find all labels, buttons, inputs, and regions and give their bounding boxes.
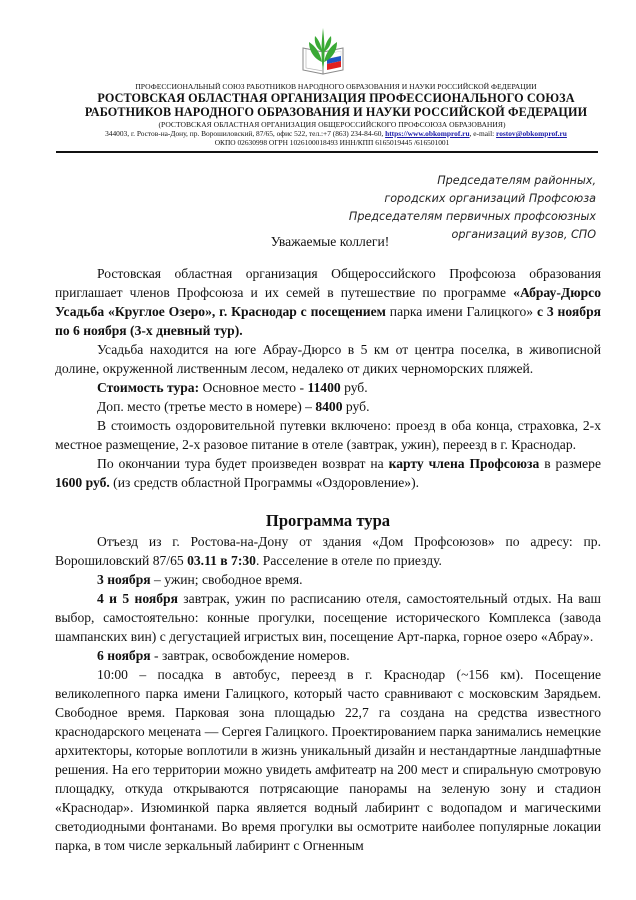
included-paragraph: В стоимость оздоровительной путевки включено: проезд в оба конца, страховка, 2-х местное размещение, 2-х разовое питание в отеле (завтрак, ужин), переезд в г. Краснодар. (55, 418, 601, 452)
addressee-line: организаций вузов, СПО (451, 228, 596, 241)
refund-card: карту члена Профсоюза (388, 456, 540, 471)
day-6-paragraph (55, 646, 601, 665)
day-3-text: – ужин; свободное время. (150, 572, 303, 587)
departure-text: Отъезд из г. Ростова-на-Дону от здания «Дом Профсоюзов» по адресу: пр. Ворошиловский 87/65 (55, 534, 601, 568)
day-4-5-text: завтрак, ужин по расписанию отеля, самостоятельный отдых. На ваш выбор, самостоятельно: конные прогулки, посещение исторического Комплекса (завода шампанских вин) с дегустацией игристых вин, посещение Арт-парка, горное озеро «Абрау». (55, 591, 601, 644)
departure-paragraph (55, 532, 601, 570)
refund-text-3: (из средств областной Программы «Оздоровление»). (109, 475, 420, 490)
day-6-date: 6 ноября (97, 648, 151, 663)
departure-text-2: . Расселение в отеле по приезду. (255, 553, 442, 568)
price-extra-value: 8400 (315, 399, 343, 414)
letterhead-org-title-line1: РОСТОВСКАЯ ОБЛАСТНАЯ ОРГАНИЗАЦИЯ ПРОФЕССИОНАЛЬНОГО СОЮЗА (97, 91, 575, 105)
addressee-line: Председателям районных, (437, 174, 596, 187)
price-currency: руб. (340, 380, 368, 395)
day-3-paragraph (55, 570, 601, 589)
greeting: Уважаемые коллеги! (270, 234, 390, 249)
price-extra (55, 397, 601, 416)
letterhead-divider (56, 151, 598, 153)
program-title: Программа тура (265, 511, 391, 530)
price-extra-text: Доп. место (третье место в номере) – (97, 399, 316, 414)
letterhead-org-title-line2: РАБОТНИКОВ НАРОДНОГО ОБРАЗОВАНИЯ И НАУКИ РОССИЙСКОЙ ФЕДЕРАЦИИ (84, 105, 588, 119)
addressee-line: городских организаций Профсоюза (384, 192, 596, 205)
day-4-5-paragraph (55, 589, 601, 646)
email-link[interactable]: rostov@obkomprof.ru (496, 129, 567, 138)
website-link[interactable]: https://www.obkomprof.ru (385, 129, 470, 138)
intro-paragraph (55, 264, 601, 340)
tour-name: «Абрау-Дюрсо Усадьба «Круглое Озеро», г. Краснодар с посещением (55, 285, 601, 319)
letterhead-registry: ОКПО 02630998 ОГРН 1026100018493 ИНН/КПП 6165019445 /616501001 (214, 138, 450, 147)
day-6-text: - завтрак, освобождение номеров. (150, 648, 350, 663)
location-paragraph: Усадьба находится на юге Абрау-Дюрсо в 5 км от центра поселка, в живописной долине, окруженной лиственным лесом, недалеко от диких черноморских пляжей. (55, 342, 601, 376)
union-logo-icon (299, 18, 347, 78)
email-label: , e-mail: (469, 129, 497, 138)
addressee-line: Председателям первичных профсоюзных (348, 210, 596, 223)
letterhead-org-subtitle: (РОСТОВСКАЯ ОБЛАСТНАЯ ОРГАНИЗАЦИЯ ОБЩЕРОССИЙСКОГО ПРОФСОЮЗА ОБРАЗОВАНИЯ) (158, 120, 506, 129)
refund-text-2: в размере (539, 456, 601, 471)
program-section (55, 510, 601, 855)
refund-amount: 1600 руб. (55, 475, 110, 490)
letterhead-contacts (18, 129, 636, 138)
krasnodar-paragraph: 10:00 – посадка в автобус, переезд в г. Краснодар (~156 км). Посещение великолепного парка имени Галицкого, который часто сравнивают с московским Зарядьем. Свободное время. Парковая зона площадью 22,7 га создана на средства известного краснодарского мецената — Сергея Галицкого. Проектированием парка занимались немецкие архитекторы, которые воплотили в жизнь уникальный дизайн и нестандартные ландшафтные решения. На его территории можно увидеть амфитеатр на 200 мест и спиральную смотровую площадку, откуда открываются потрясающие панорамы на зеленую зону и стадион «Краснодар». Изюминкой парка является водный лабиринт с водопадом и магическими светодиодными фонтанами. Во время прогулки вы осмотрите наиболее популярные локации парка, в том числе зеркальный лабиринт с Огненным (55, 667, 601, 853)
refund-paragraph (55, 454, 601, 492)
price-label: Стоимость тура: (97, 380, 200, 395)
tour-dates: с 3 ноября по 6 ноября (3-х дневный тур). (55, 304, 601, 338)
departure-datetime: 03.11 в 7:30 (187, 553, 256, 568)
intro-text-park: парка имени Галицкого» (385, 304, 537, 319)
letterhead-federation-line: ПРОФЕССИОНАЛЬНЫЙ СОЮЗ РАБОТНИКОВ НАРОДНОГО ОБРАЗОВАНИЯ И НАУКИ РОССИЙСКОЙ ФЕДЕРАЦИИ (135, 82, 537, 91)
price-main-text: Основное место - (199, 380, 308, 395)
letter-body (55, 264, 601, 492)
letterhead-address: 344003, г. Ростов-на-Дону, пр. Ворошиловский, 87/65, офис 522, тел.:+7 (863) 234-84-60, (105, 129, 386, 138)
price-main-value: 11400 (307, 380, 341, 395)
price-main (55, 378, 601, 397)
intro-text: Ростовская областная организация Общероссийского Профсоюза образования приглашает членов Профсоюза и их семей в путешествие по программе (55, 266, 601, 300)
refund-text: По окончании тура будет произведен возврат на (97, 456, 389, 471)
day-4-5-date: 4 и 5 ноября (97, 591, 178, 606)
price-extra-currency: руб. (342, 399, 370, 414)
day-3-date: 3 ноября (97, 572, 151, 587)
